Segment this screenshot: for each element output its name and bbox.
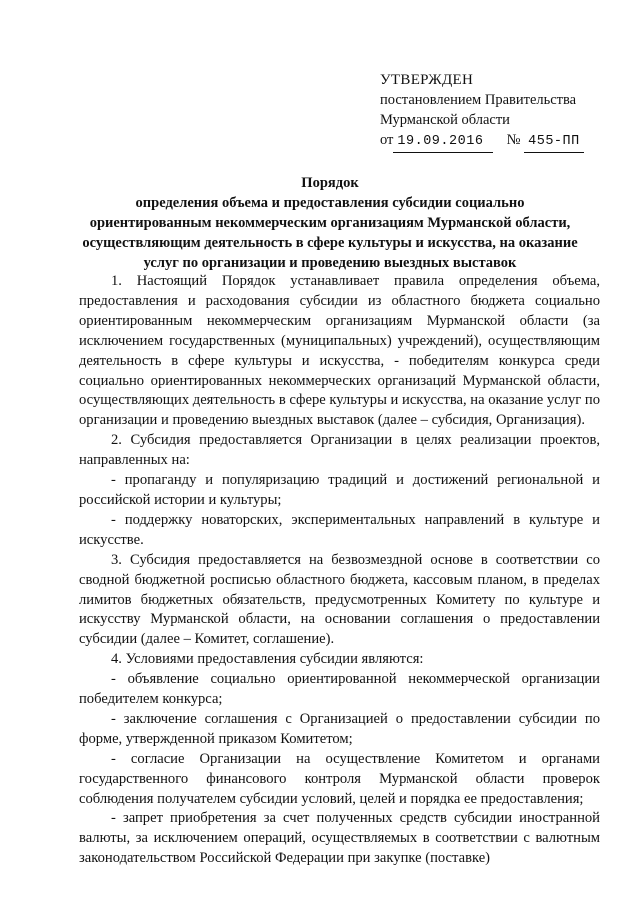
- approval-line-1: постановлением Правительства: [380, 92, 577, 108]
- paragraph-2-item-1: - пропаганду и популяризацию традиций и достижений региональной и российской истории и культуры;: [79, 472, 600, 508]
- document-title: [60, 173, 600, 273]
- approval-line-2: Мурманской области: [380, 112, 510, 128]
- paragraph-2-item-2: - поддержку новаторских, экспериментальных направлений в культуре и искусстве.: [79, 511, 600, 548]
- paragraph-4-item-3: - согласие Организации на осуществление Комитетом и органами государственного финансового контроля Мурманской области проверок соблюдения получателем субсидии условий, целей и порядка ее предоставления;: [79, 750, 600, 807]
- paragraph-4-item-2: - заключение соглашения с Организацией о предоставлении субсидии по форме, утвержденной приказом Комитетом;: [79, 710, 600, 747]
- title-line-5: услуг по организации и проведению выездных выставок: [143, 255, 517, 271]
- approval-date: 19.09.2016: [393, 132, 493, 153]
- paragraph-4-item-4: - запрет приобретения за счет полученных средств субсидии иностранной валюты, за исключением операций, осуществляемых в соответствии с валютным законодательством Российской Федерации при закупке (поставке): [79, 810, 600, 867]
- document-body: [79, 272, 600, 869]
- title-line-1: Порядок: [301, 175, 359, 191]
- paragraph-2: 2. Субсидия предоставляется Организации в целях реализации проектов, направленных на:: [79, 432, 600, 469]
- title-line-2: определения объема и предоставления субсидии социально: [135, 195, 525, 211]
- date-prefix: от: [380, 132, 394, 148]
- paragraph-3: 3. Субсидия предоставляется на безвозмездной основе в соответствии со сводной бюджетной росписью областного бюджета, кассовым планом, в пределах лимитов бюджетных обязательств, предусмотренных Комитету по культуре и искусству Мурманской области, на основании соглашения о предоставлении субсидии (далее – Комитет, соглашение).: [79, 551, 600, 648]
- paragraph-1: 1. Настоящий Порядок устанавливает правила определения объема, предоставления и расходования субсидии из областного бюджета социально ориентированным некоммерческим организациям Мурманской области (за исключением государственных (муниципальных) учреждений), осуществляющим деятельность в сфере культуры и искусства, - победителям конкурса среди социально ориентированных некоммерческих организаций Мурманской области, осуществляющих деятельность в сфере культуры и искусства, на оказание услуг по организации и проведению выездных выставок (далее – субсидия, Организация).: [79, 273, 600, 429]
- paragraph-4: 4. Условиями предоставления субсидии являются:: [111, 651, 424, 668]
- title-line-4: осуществляющим деятельность в сфере культуры и искусства, на оказание: [82, 235, 578, 251]
- number-prefix: №: [506, 132, 521, 148]
- approval-heading: УТВЕРЖДЕН: [380, 72, 474, 88]
- approval-number: 455-ПП: [524, 132, 584, 153]
- paragraph-4-item-1: - объявление социально ориентированной некоммерческой организации победителем конкурса;: [79, 671, 600, 708]
- title-line-3: ориентированным некоммерческим организациям Мурманской области,: [89, 215, 571, 231]
- approval-date-number-line: [380, 130, 630, 153]
- approval-stamp: [380, 70, 630, 153]
